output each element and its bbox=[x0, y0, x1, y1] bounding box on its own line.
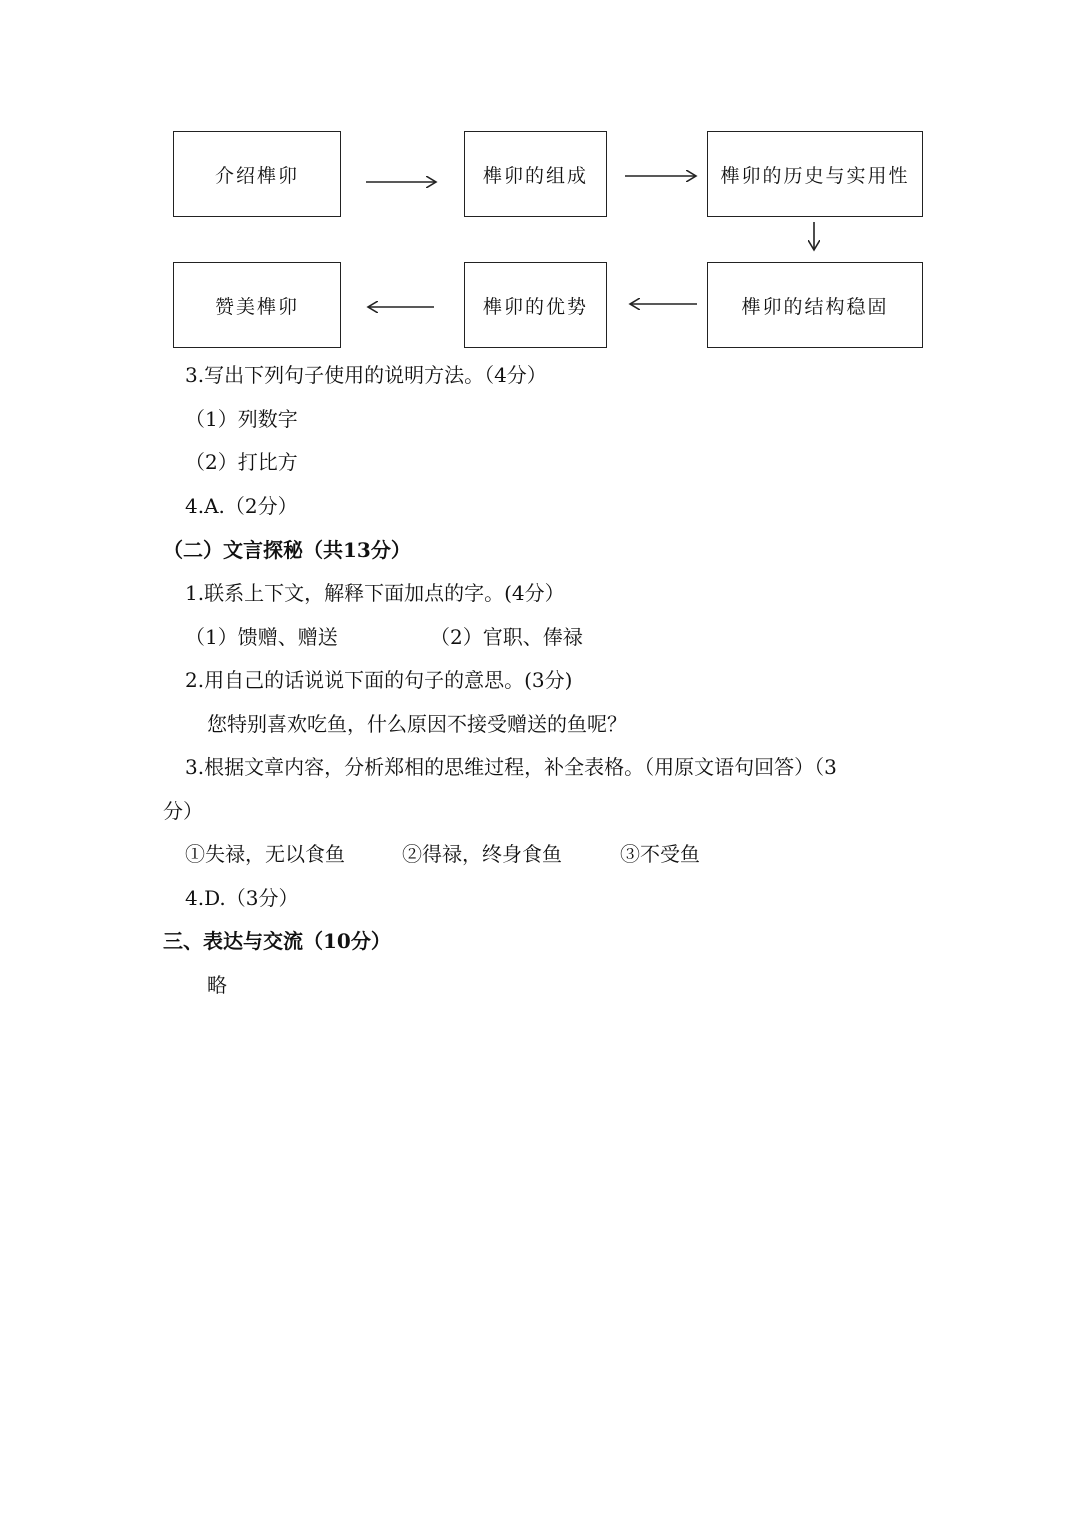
reading-q3: 3.写出下列句子使用的说明方法。（4分） bbox=[185, 363, 547, 387]
classical-q1: 1.联系上下文，解释下面加点的字。(4分） bbox=[185, 581, 565, 605]
box-praise: 赞美榫卯 bbox=[173, 262, 341, 348]
reading-q3-answer-2: （2）打比方 bbox=[185, 450, 298, 474]
classical-q2: 2.用自己的话说说下面的句子的意思。(3分) bbox=[185, 668, 573, 692]
classical-q3-answer-3: ③不受鱼 bbox=[620, 842, 700, 866]
classical-q3-answer-2: ②得禄，终身食鱼 bbox=[402, 842, 562, 866]
classical-q3-line2: 分） bbox=[163, 799, 203, 823]
classical-q1-answer-2: （2）官职、俸禄 bbox=[430, 625, 583, 649]
classical-q3-line1: 3.根据文章内容，分析郑相的思维过程，补全表格。（用原文语句回答）（3 bbox=[185, 755, 837, 779]
classical-q1-answer-1: （1）馈赠、赠送 bbox=[185, 625, 338, 649]
box-composition: 榫卯的组成 bbox=[464, 131, 607, 217]
classical-q4: 4.D.（3分） bbox=[185, 886, 299, 910]
reading-q3-answer-1: （1）列数字 bbox=[185, 407, 298, 431]
box-advantage: 榫卯的优势 bbox=[464, 262, 607, 348]
box-stability: 榫卯的结构稳固 bbox=[707, 262, 923, 348]
classical-q2-answer: 您特别喜欢吃鱼，什么原因不接受赠送的鱼呢？ bbox=[207, 712, 627, 736]
box-introduce: 介绍榫卯 bbox=[173, 131, 341, 217]
classical-heading: （二）文言探秘（共13分） bbox=[163, 538, 411, 562]
reading-q4: 4.A.（2分） bbox=[185, 494, 298, 518]
classical-q3-answer-1: ①失禄，无以食鱼 bbox=[185, 842, 345, 866]
expression-heading: 三、表达与交流（10分） bbox=[163, 929, 391, 953]
classical-q1-answers bbox=[185, 623, 685, 651]
box-history: 榫卯的历史与实用性 bbox=[707, 131, 923, 217]
expression-answer: 略 bbox=[207, 973, 227, 997]
classical-q3-answers bbox=[185, 840, 745, 868]
